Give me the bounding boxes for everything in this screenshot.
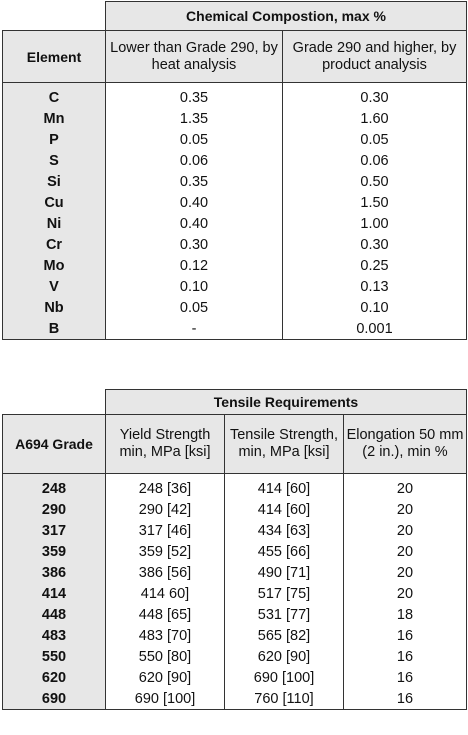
lower-grade-value: 0.40 (106, 213, 283, 234)
elongation-value: 20 (344, 562, 467, 583)
table-row (3, 297, 467, 318)
higher-grade-value: 1.00 (283, 213, 467, 234)
lower-grade-value: 0.12 (106, 255, 283, 276)
grade-cell: 248 (3, 474, 106, 500)
table-row (3, 150, 467, 171)
lower-grade-value: 0.05 (106, 297, 283, 318)
lower-grade-value: 0.10 (106, 276, 283, 297)
yield-strength-value: 317 [46] (106, 520, 225, 541)
lower-grade-value: 0.05 (106, 129, 283, 150)
tensile-strength-value: 414 [60] (225, 474, 344, 500)
elongation-value: 20 (344, 583, 467, 604)
yield-strength-value: 248 [36] (106, 474, 225, 500)
higher-grade-value: 0.13 (283, 276, 467, 297)
tensile-strength-value: 414 [60] (225, 499, 344, 520)
lower-grade-value: - (106, 318, 283, 340)
yield-strength-value: 386 [56] (106, 562, 225, 583)
grade-cell: 550 (3, 646, 106, 667)
lower-grade-header: Lower than Grade 290, by heat analysis (106, 31, 283, 83)
table-row (3, 583, 467, 604)
higher-grade-value: 0.10 (283, 297, 467, 318)
elongation-value: 18 (344, 604, 467, 625)
table-row (3, 667, 467, 688)
element-cell: Ni (3, 213, 106, 234)
element-cell: Nb (3, 297, 106, 318)
higher-grade-value: 0.06 (283, 150, 467, 171)
elongation-value: 16 (344, 667, 467, 688)
tensile-strength-value: 455 [66] (225, 541, 344, 562)
elongation-value: 16 (344, 625, 467, 646)
tensile-strength-value: 690 [100] (225, 667, 344, 688)
table-row (3, 688, 467, 710)
tensile-strength-value: 517 [75] (225, 583, 344, 604)
table-row (3, 213, 467, 234)
lower-grade-value: 1.35 (106, 108, 283, 129)
yield-strength-value: 550 [80] (106, 646, 225, 667)
element-cell: S (3, 150, 106, 171)
grade-cell: 359 (3, 541, 106, 562)
tensile-title: Tensile Requirements (106, 390, 467, 415)
chemical-composition-table (2, 1, 467, 340)
tensile-strength-value: 760 [110] (225, 688, 344, 710)
tensile-strength-value: 620 [90] (225, 646, 344, 667)
lower-grade-value: 0.40 (106, 192, 283, 213)
elongation-value: 20 (344, 541, 467, 562)
elongation-value: 20 (344, 520, 467, 541)
higher-grade-value: 0.001 (283, 318, 467, 340)
tensile-strength-value: 490 [71] (225, 562, 344, 583)
higher-grade-value: 0.50 (283, 171, 467, 192)
table-row (3, 255, 467, 276)
higher-grade-value: 0.30 (283, 234, 467, 255)
table-row (3, 562, 467, 583)
table-row (3, 520, 467, 541)
grade-cell: 290 (3, 499, 106, 520)
lower-grade-value: 0.30 (106, 234, 283, 255)
elongation-value: 20 (344, 499, 467, 520)
yield-strength-value: 414 60] (106, 583, 225, 604)
tensile-strength-value: 565 [82] (225, 625, 344, 646)
grade-cell: 317 (3, 520, 106, 541)
element-header: Element (3, 31, 106, 83)
element-cell: Mn (3, 108, 106, 129)
lower-grade-value: 0.35 (106, 83, 283, 109)
tensile-strength-value: 531 [77] (225, 604, 344, 625)
table-row (3, 318, 467, 340)
tensile-strength-value: 434 [63] (225, 520, 344, 541)
higher-grade-header: Grade 290 and higher, by product analysis (283, 31, 467, 83)
element-cell: C (3, 83, 106, 109)
yield-strength-value: 483 [70] (106, 625, 225, 646)
yield-strength-value: 620 [90] (106, 667, 225, 688)
yield-strength-value: 690 [100] (106, 688, 225, 710)
table-row (3, 108, 467, 129)
yield-strength-value: 359 [52] (106, 541, 225, 562)
grade-cell: 448 (3, 604, 106, 625)
grade-cell: 690 (3, 688, 106, 710)
table-row (3, 604, 467, 625)
higher-grade-value: 1.50 (283, 192, 467, 213)
table-row (3, 646, 467, 667)
grade-header: A694 Grade (3, 415, 106, 474)
higher-grade-value: 1.60 (283, 108, 467, 129)
table-row (3, 129, 467, 150)
element-cell: Si (3, 171, 106, 192)
higher-grade-value: 0.25 (283, 255, 467, 276)
grade-cell: 620 (3, 667, 106, 688)
element-cell: Cr (3, 234, 106, 255)
elongation-value: 16 (344, 646, 467, 667)
table-row (3, 276, 467, 297)
table-row (3, 171, 467, 192)
table-row (3, 474, 467, 500)
yield-strength-value: 290 [42] (106, 499, 225, 520)
lower-grade-value: 0.06 (106, 150, 283, 171)
grade-cell: 483 (3, 625, 106, 646)
elongation-header: Elongation 50 mm (2 in.), min % (344, 415, 467, 474)
element-cell: B (3, 318, 106, 340)
tensile-strength-header: Tensile Strength, min, MPa [ksi] (225, 415, 344, 474)
higher-grade-value: 0.05 (283, 129, 467, 150)
grade-cell: 414 (3, 583, 106, 604)
elongation-value: 20 (344, 474, 467, 500)
table-row (3, 192, 467, 213)
higher-grade-value: 0.30 (283, 83, 467, 109)
table-row (3, 499, 467, 520)
element-cell: Mo (3, 255, 106, 276)
table-row (3, 234, 467, 255)
grade-cell: 386 (3, 562, 106, 583)
elongation-value: 16 (344, 688, 467, 710)
chemical-title: Chemical Compostion, max % (106, 2, 467, 31)
element-cell: V (3, 276, 106, 297)
yield-strength-header: Yield Strength min, MPa [ksi] (106, 415, 225, 474)
yield-strength-value: 448 [65] (106, 604, 225, 625)
lower-grade-value: 0.35 (106, 171, 283, 192)
element-cell: P (3, 129, 106, 150)
element-cell: Cu (3, 192, 106, 213)
corner-blank (3, 390, 106, 415)
corner-blank (3, 2, 106, 31)
table-row (3, 541, 467, 562)
table-row (3, 625, 467, 646)
table-row (3, 83, 467, 109)
tensile-requirements-table (2, 389, 467, 710)
